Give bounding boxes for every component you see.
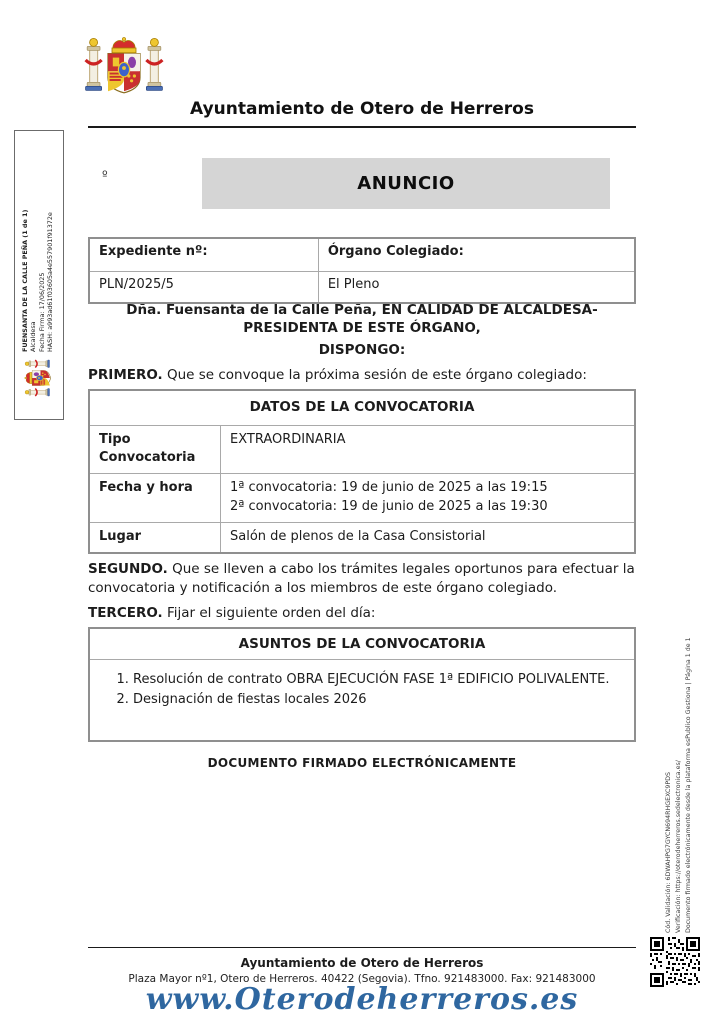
table-row bbox=[89, 425, 635, 474]
signature-date: Fecha Firma: 17/06/2025 bbox=[37, 272, 46, 352]
agenda-item-1: 1. Resolución de contrato OBRA EJECUCIÓN FASE 1ª EDIFICIO POLIVALENTE. bbox=[133, 671, 625, 689]
table-row bbox=[89, 660, 635, 742]
signature-stamp-text bbox=[21, 156, 54, 352]
footer-address: Plaza Mayor nº1, Otero de Herreros. 40422 (Segovia). Tfno. 921483000. Fax: 921483000 bbox=[128, 973, 596, 985]
lugar-label-cell: Lugar bbox=[89, 522, 221, 552]
signer-role: Alcaldesa bbox=[29, 321, 38, 352]
agenda-list bbox=[99, 671, 625, 709]
table-header-row bbox=[89, 238, 635, 272]
table-row bbox=[89, 474, 635, 523]
fecha-label-cell: Fecha y hora bbox=[89, 474, 221, 523]
fecha-value-cell bbox=[221, 474, 636, 523]
primero-text: Que se convoque la próxima sesión de este órgano colegiado: bbox=[162, 367, 587, 383]
asuntos-table-title: ASUNTOS DE LA CONVOCATORIA bbox=[89, 628, 635, 660]
datos-table-title: DATOS DE LA CONVOCATORIA bbox=[89, 390, 635, 425]
expediente-header-cell: Expediente nº: bbox=[89, 238, 318, 272]
qr-code-icon bbox=[650, 937, 700, 987]
primero-paragraph bbox=[88, 366, 638, 385]
footer-divider bbox=[88, 947, 636, 948]
agenda-item-2: 2. Designación de fiestas locales 2026 bbox=[133, 691, 625, 709]
spain-coat-of-arms-icon bbox=[84, 36, 164, 100]
organo-value-cell: El Pleno bbox=[318, 272, 635, 304]
footer-org-name: Ayuntamiento de Otero de Herreros bbox=[240, 956, 484, 970]
asuntos-list-cell bbox=[89, 660, 635, 742]
tercero-text: Fijar el siguiente orden del día: bbox=[162, 605, 376, 621]
superscript-mark: º bbox=[102, 168, 108, 182]
tipo-value-cell: EXTRAORDINARIA bbox=[221, 425, 636, 474]
expediente-value-cell: PLN/2025/5 bbox=[89, 272, 318, 304]
dispongo-text: DISPONGO: bbox=[318, 342, 406, 358]
table-caption-row bbox=[89, 628, 635, 660]
primero-label: PRIMERO. bbox=[88, 367, 163, 383]
signer-name: FUENSANTA DE LA CALLE PEÑA (1 de 1) bbox=[21, 209, 29, 352]
announcement-banner: ANUNCIO bbox=[202, 158, 610, 209]
signed-electronically-notice: DOCUMENTO FIRMADO ELECTRÓNICAMENTE bbox=[207, 756, 517, 770]
table-caption-row bbox=[89, 390, 635, 425]
table-row bbox=[89, 522, 635, 552]
tercero-label: TERCERO. bbox=[88, 605, 163, 621]
tercero-paragraph bbox=[88, 604, 638, 623]
expediente-table bbox=[88, 237, 636, 304]
lugar-value-cell: Salón de plenos de la Casa Consistorial bbox=[221, 522, 636, 552]
fecha-line-1: 1ª convocatoria: 19 de junio de 2025 a las 19:15 bbox=[230, 480, 548, 496]
spain-coat-of-arms-icon bbox=[24, 356, 54, 400]
segundo-paragraph bbox=[88, 560, 638, 598]
tipo-label-cell: Tipo Convocatoria bbox=[89, 425, 221, 474]
header-divider bbox=[88, 126, 636, 128]
verification-url: Verificación: https://oterodeherreros.sedelectronica.es/ bbox=[674, 760, 682, 933]
segundo-label: SEGUNDO. bbox=[88, 561, 168, 577]
datos-convocatoria-table bbox=[88, 389, 636, 554]
validation-margin-text bbox=[664, 598, 694, 933]
platform-note: Documento firmado electrónicamente desde la plataforma esPublico Gestiona | Página 1 de 1 bbox=[684, 637, 692, 933]
segundo-text: Que se lleven a cabo los trámites legales oportunos para efectuar la convocatoria y notificación a los miembros de este órgano colegiado. bbox=[88, 561, 635, 596]
salutation-text: Dña. Fuensanta de la Calle Peña, EN CALIDAD DE ALCALDESA-PRESIDENTA DE ESTE ÓRGANO, bbox=[126, 302, 598, 337]
signature-hash: HASH: a993ad61f03605a4e557901f91372e bbox=[45, 212, 54, 352]
fecha-line-2: 2ª convocatoria: 19 de junio de 2025 a las 19:30 bbox=[230, 499, 548, 515]
table-row bbox=[89, 272, 635, 304]
validation-code: Cód. Validación: 6DWAHPG7GYCN694RHGEXC9PDS bbox=[665, 772, 672, 933]
page-title: Ayuntamiento de Otero de Herreros bbox=[190, 99, 534, 119]
asuntos-convocatoria-table bbox=[88, 627, 636, 742]
website-watermark: www.Oterodeherreros.es bbox=[145, 982, 579, 1017]
organo-header-cell: Órgano Colegiado: bbox=[318, 238, 635, 272]
